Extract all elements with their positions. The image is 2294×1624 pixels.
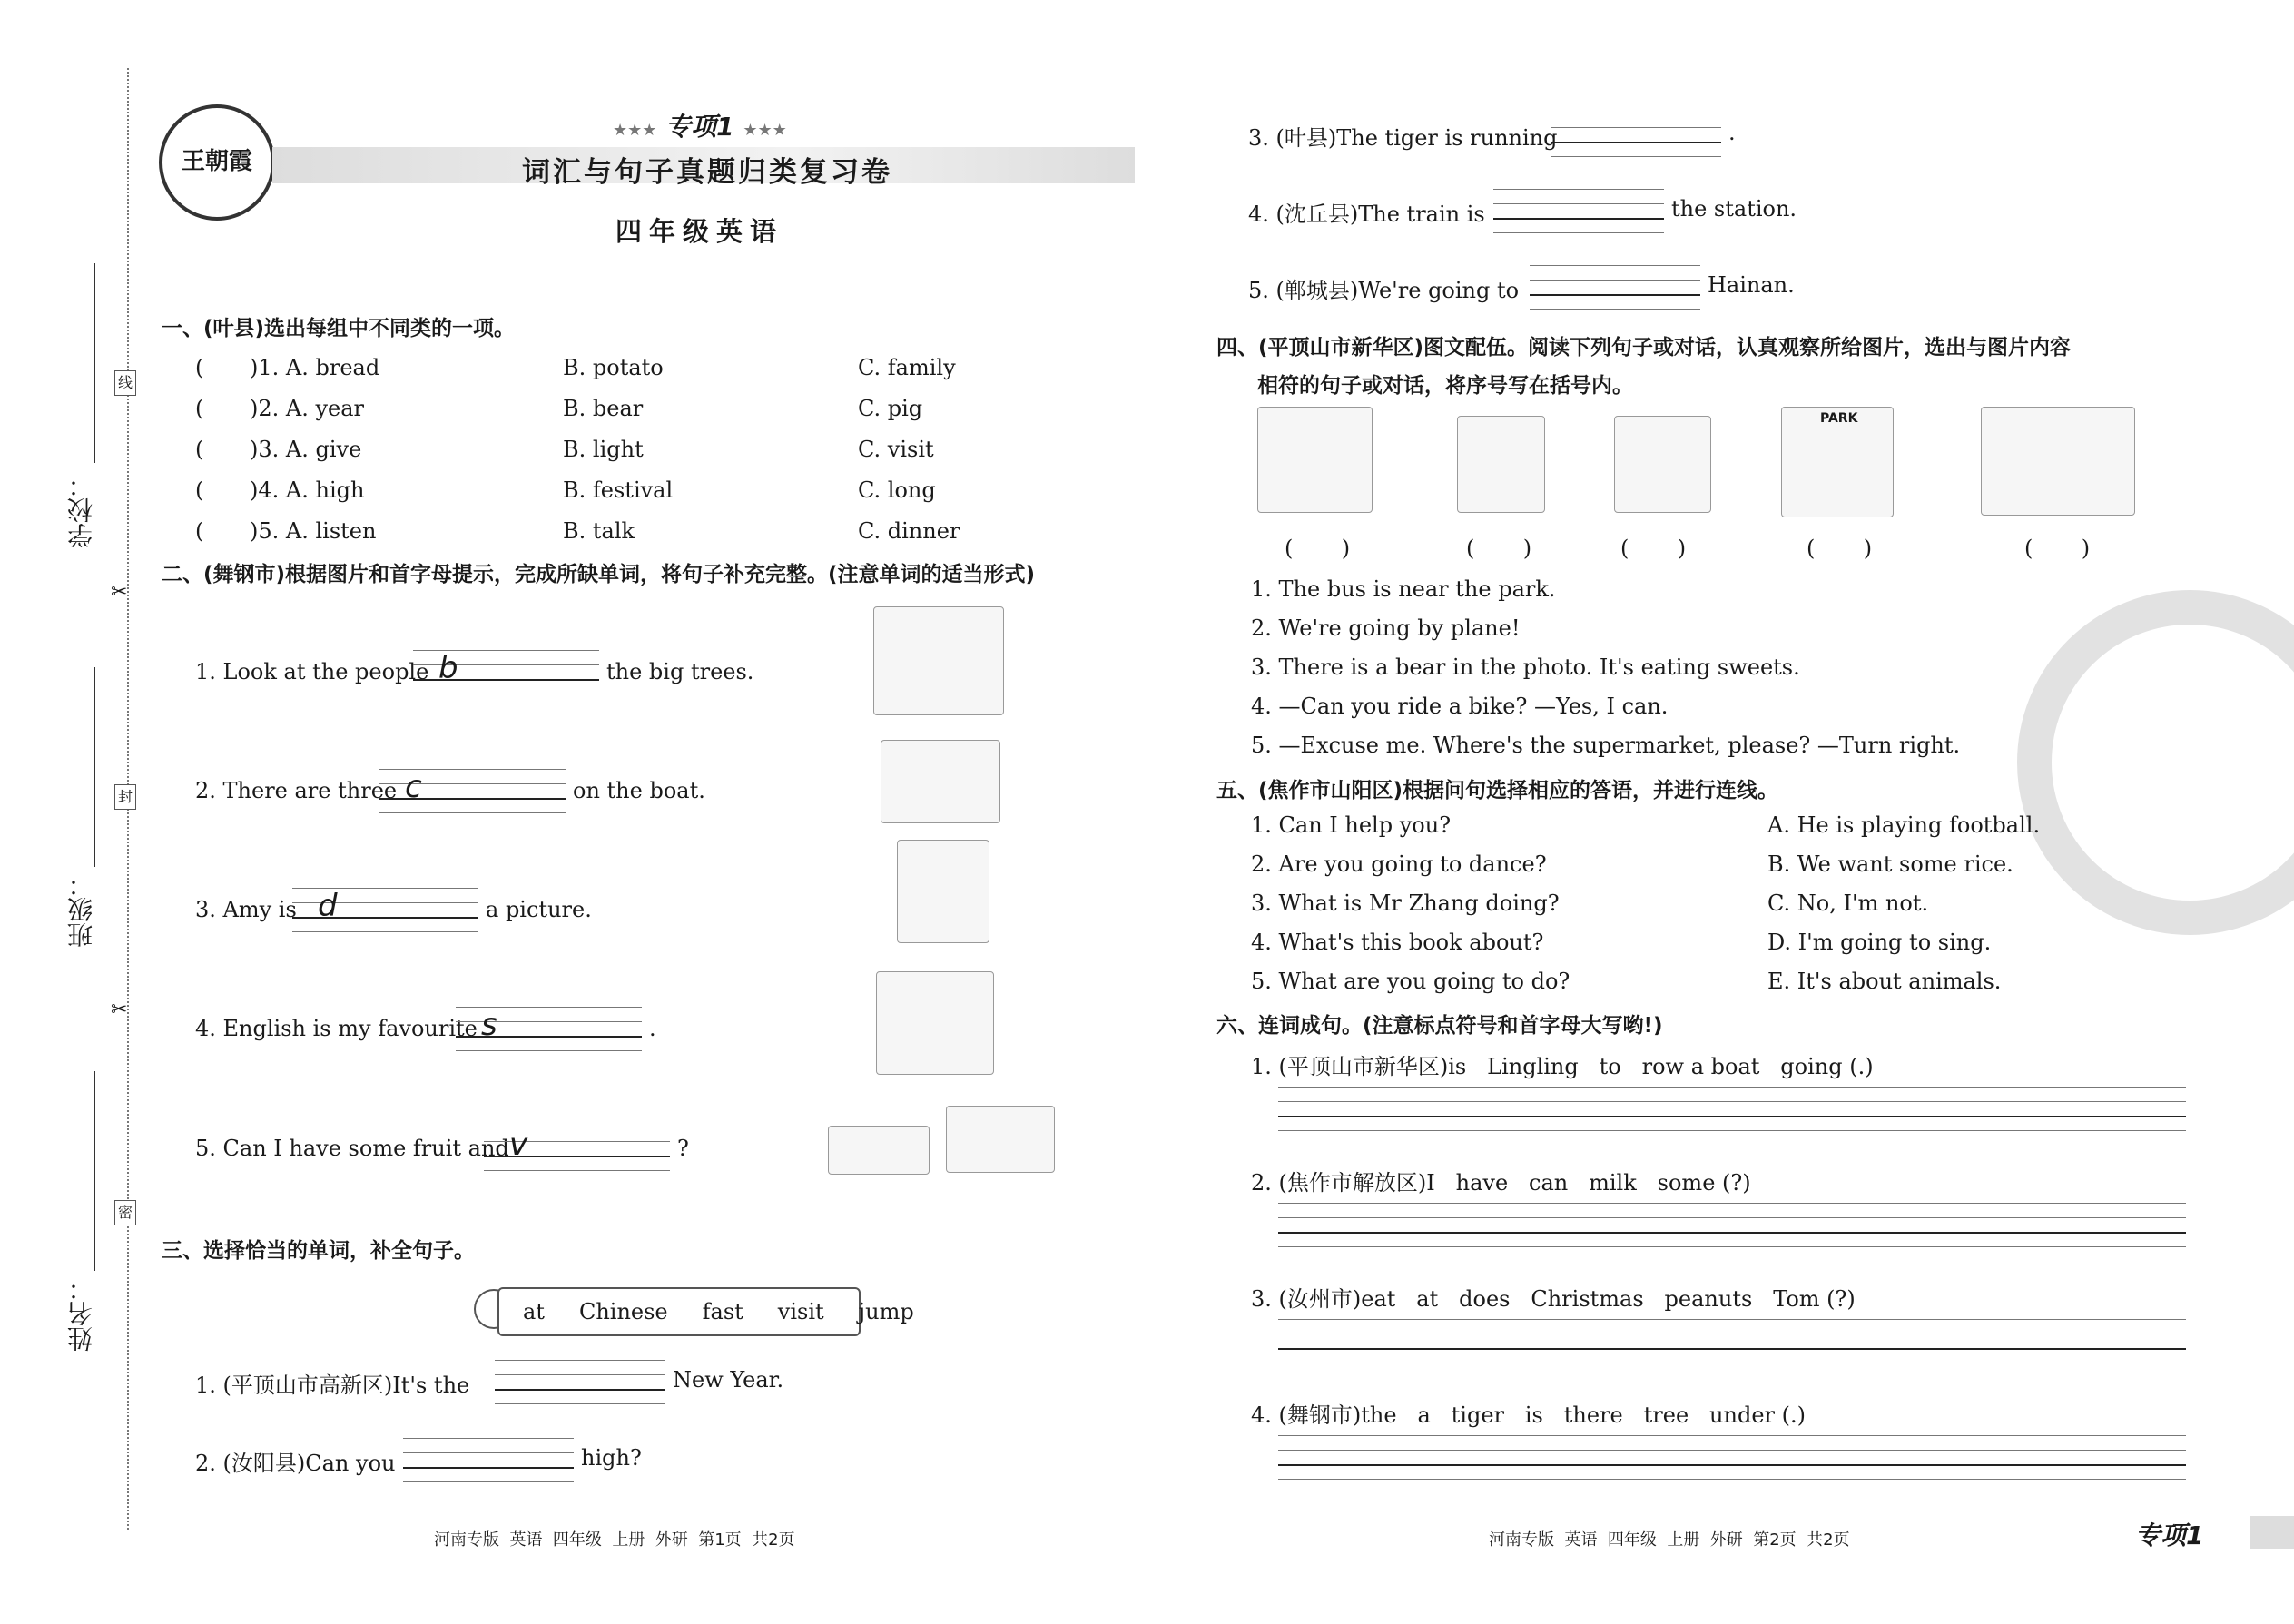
picture-bear-photo [1614, 416, 1711, 513]
writing-guide-line [1551, 127, 1721, 128]
answer-paren-open[interactable]: ( [195, 477, 204, 503]
section2-sentence-start: 4. English is my favourite [195, 1016, 478, 1041]
answer-writing-line[interactable] [1278, 1450, 2186, 1451]
option-c: C. family [858, 355, 956, 380]
answer-writing-line[interactable] [1278, 1232, 2186, 1234]
section6-words: 2. (焦作市解放区)I have can milk some (?) [1251, 1170, 1751, 1196]
stars-left: ★★★ [613, 121, 657, 140]
writing-guide-line [1530, 280, 1700, 281]
writing-guide-line [495, 1403, 665, 1404]
section1-row [195, 396, 922, 421]
answer-writing-line[interactable] [1278, 1203, 2186, 1204]
section3-sentence-start: 3. (叶县)The tiger is running [1248, 125, 1558, 151]
word-bank-item[interactable]: fast [702, 1299, 743, 1324]
option-a: )1. A. bread [250, 355, 380, 380]
picture-fruit [828, 1126, 930, 1175]
writing-guide-line [495, 1389, 665, 1391]
section3-sentence-start: 1. (平顶山市高新区)It's the [195, 1373, 470, 1398]
section5-question[interactable]: 2. Are you going to dance? [1251, 851, 1547, 877]
section3-sentence-start: 5. (郸城县)We're going to [1248, 278, 1520, 303]
class-line [94, 667, 95, 867]
option-b: B. potato [563, 355, 664, 380]
writing-guide-line [403, 1467, 574, 1469]
section1-heading: 一、(叶县)选出每组中不同类的一项。 [162, 317, 516, 340]
seal-watermark [2017, 590, 2294, 935]
section5-question[interactable]: 5. What are you going to do? [1251, 969, 1570, 994]
section3-sentence-end: New Year. [673, 1367, 784, 1393]
footer-tag: 专项1 [2135, 1521, 2204, 1550]
answer-writing-line[interactable] [1278, 1348, 2186, 1350]
answer-writing-line[interactable] [1278, 1130, 2186, 1131]
answer-paren-open[interactable]: ( [195, 355, 204, 380]
picture-boat [881, 740, 1000, 823]
park-sign-text: PARK [1820, 411, 1858, 426]
writing-guide-line [1530, 265, 1700, 266]
section1-row [195, 477, 936, 503]
answer-writing-line[interactable] [1278, 1087, 2186, 1088]
section5-heading: 五、(焦作市山阳区)根据问句选择相应的答语，并进行连线。 [1216, 779, 1779, 802]
option-b: B. light [563, 437, 644, 462]
section2-sentence-end: on the boat. [573, 778, 705, 803]
option-c: C. long [858, 477, 936, 503]
first-letter-hint[interactable]: s [481, 1007, 497, 1043]
first-letter-hint[interactable]: v [509, 1127, 528, 1163]
option-a: )2. A. year [250, 396, 365, 421]
writing-guide-line [403, 1438, 574, 1439]
section3-sentence-end: Hainan. [1708, 272, 1795, 298]
writing-guide-line [495, 1360, 665, 1361]
page-title: 词汇与句子真题归类复习卷 [522, 156, 892, 189]
picture-answer-paren[interactable]: ( ) [1807, 536, 1873, 561]
section1-row [195, 518, 960, 544]
class-label: 班级： [66, 871, 96, 948]
answer-writing-line[interactable] [1278, 1246, 2186, 1247]
section2-sentence-start: 5. Can I have some fruit and [195, 1136, 509, 1161]
section2-sentence-end: the big trees. [606, 659, 754, 684]
section5-question[interactable]: 4. What's this book about? [1251, 930, 1544, 955]
writing-guide-line [495, 1374, 665, 1375]
section6-words: 1. (平顶山市新华区)is Lingling to row a boat going (.) [1251, 1054, 1874, 1079]
word-bank-item[interactable]: visit [777, 1299, 824, 1324]
section4-sentence: 3. There is a bear in the photo. It's eating sweets. [1251, 655, 1800, 680]
scissors-icon: ✂ [111, 581, 128, 604]
school-line [94, 263, 95, 463]
writing-guide-line [1551, 156, 1721, 157]
section3-sentence-start: 4. (沈丘县)The train is [1248, 202, 1485, 227]
section6-heading: 六、连词成句。(注意标点符号和首字母大写哟!) [1216, 1014, 1663, 1038]
section4-heading-line1: 四、(平顶山市新华区)图文配伍。阅读下列句子或对话，认真观察所给图片，选出与图片内容 [1216, 336, 2072, 359]
answer-paren-open[interactable]: ( [195, 437, 204, 462]
scissors-icon: ✂ [111, 999, 128, 1021]
first-letter-hint[interactable]: b [438, 650, 458, 686]
writing-guide-line [1530, 309, 1700, 310]
writing-guide-line [1530, 294, 1700, 296]
word-bank-row [523, 1299, 949, 1324]
stars-right: ★★★ [743, 121, 787, 140]
section4-sentence: 1. The bus is near the park. [1251, 576, 1556, 602]
option-a: )3. A. give [250, 437, 362, 462]
section3-sentence-start: 2. (汝阳县)Can you [195, 1451, 396, 1476]
section4-sentence: 5. —Excuse me. Where's the supermarket, please? —Turn right. [1251, 733, 1961, 758]
writing-guide-line [379, 812, 566, 813]
section6-words: 4. (舞钢市)the a tiger is there tree under (.) [1251, 1403, 1806, 1428]
writing-guide-line [1493, 203, 1664, 204]
first-letter-hint[interactable]: d [318, 888, 338, 924]
picture-boy-bike [1257, 407, 1373, 513]
section4-sentence: 2. We're going by plane! [1251, 615, 1521, 641]
publisher-logo [159, 104, 275, 221]
picture-vegetables [946, 1106, 1055, 1173]
option-c: C. visit [858, 437, 934, 462]
picture-turn-right-sign [1457, 416, 1545, 513]
page-subtitle: 四年级英语 [615, 216, 784, 247]
section2-sentence-end: ? [677, 1136, 689, 1161]
special-label [613, 107, 787, 143]
footer-tag-bar [2250, 1516, 2294, 1549]
section3-sentence-end: . [1728, 120, 1736, 145]
answer-writing-line[interactable] [1278, 1435, 2186, 1436]
logo-text: 王朝霞 [181, 148, 252, 175]
school-label: 学校： [66, 472, 96, 548]
writing-guide-line [456, 1050, 642, 1051]
writing-guide-line [1551, 142, 1721, 143]
word-bank-item[interactable]: at [523, 1299, 545, 1324]
answer-paren-open[interactable]: ( [195, 396, 204, 421]
seal-feng: 封 [114, 784, 136, 810]
picture-park-bus [1781, 407, 1894, 517]
section3-sentence-end: the station. [1671, 196, 1797, 221]
section5-question[interactable]: 1. Can I help you? [1251, 812, 1452, 838]
picture-plane-thought [1981, 407, 2135, 516]
writing-guide-line [1493, 189, 1664, 190]
section5-answer[interactable]: D. I'm going to sing. [1767, 930, 1992, 955]
answer-writing-line[interactable] [1278, 1116, 2186, 1117]
option-b: B. festival [563, 477, 674, 503]
name-line [94, 1071, 95, 1271]
seal-mi: 密 [114, 1200, 136, 1225]
answer-writing-line[interactable] [1278, 1479, 2186, 1480]
word-bank-item[interactable]: Chinese [578, 1299, 668, 1324]
word-bank-item[interactable]: jump [858, 1299, 914, 1324]
writing-guide-line [1493, 232, 1664, 233]
answer-writing-line[interactable] [1278, 1319, 2186, 1320]
section1-row [195, 437, 934, 462]
section2-sentence-end: . [649, 1016, 656, 1041]
section3-heading: 三、选择恰当的单词，补全句子。 [162, 1239, 475, 1263]
section4-sentence: 4. —Can you ride a bike? —Yes, I can. [1251, 694, 1669, 719]
picture-english-class [876, 971, 994, 1075]
word-bank [497, 1287, 914, 1336]
picture-girl-drawing [897, 840, 989, 943]
picture-trees-children [873, 606, 1004, 715]
section6-words: 3. (汝州市)eat at does Christmas peanuts Tom (?) [1251, 1286, 1856, 1312]
answer-writing-line[interactable] [1278, 1464, 2186, 1466]
section5-answer[interactable]: C. No, I'm not. [1767, 891, 1929, 916]
answer-writing-line[interactable] [1278, 1101, 2186, 1102]
seal-xian: 线 [114, 370, 136, 396]
name-label: 姓名： [66, 1275, 96, 1352]
section2-sentence-end: a picture. [486, 897, 592, 922]
section4-heading-line2: 相符的句子或对话，将序号写在括号内。 [1257, 374, 1633, 398]
option-c: C. pig [858, 396, 923, 421]
section5-answer[interactable]: E. It's about animals. [1767, 969, 2002, 994]
section2-sentence-start: 1. Look at the people [195, 659, 429, 684]
special-number: 专项1 [665, 112, 734, 142]
writing-guide-line [484, 1170, 670, 1171]
writing-guide-line [1493, 218, 1664, 220]
section3-sentence-end: high? [581, 1445, 642, 1471]
picture-answer-paren[interactable]: ( ) [1466, 536, 1532, 561]
section1-row [195, 355, 956, 380]
first-letter-hint[interactable]: c [405, 769, 422, 805]
section2-sentence-start: 3. Amy is [195, 897, 297, 922]
footer-page2: 河南专版 英语 四年级 上册 外研 第2页 共2页 [1489, 1530, 1850, 1550]
section5-answer[interactable]: B. We want some rice. [1767, 851, 2013, 877]
answer-paren-open[interactable]: ( [195, 518, 204, 544]
option-a: )5. A. listen [250, 518, 377, 544]
picture-answer-paren[interactable]: ( ) [2024, 536, 2091, 561]
picture-answer-paren[interactable]: ( ) [1620, 536, 1687, 561]
writing-guide-line [403, 1452, 574, 1453]
section5-answer[interactable]: A. He is playing football. [1767, 812, 2041, 838]
section2-heading: 二、(舞钢市)根据图片和首字母提示，完成所缺单词，将句子补充完整。(注意单词的适当形式) [162, 563, 1036, 586]
section5-question[interactable]: 3. What is Mr Zhang doing? [1251, 891, 1560, 916]
footer-page1: 河南专版 英语 四年级 上册 外研 第1页 共2页 [434, 1530, 795, 1550]
writing-guide-line [403, 1481, 574, 1482]
section2-sentence-start: 2. There are three [195, 778, 398, 803]
picture-answer-paren[interactable]: ( ) [1285, 536, 1351, 561]
option-c: C. dinner [858, 518, 960, 544]
answer-writing-line[interactable] [1278, 1217, 2186, 1218]
option-b: B. bear [563, 396, 644, 421]
writing-guide-line [292, 931, 478, 932]
option-b: B. talk [563, 518, 635, 544]
option-a: )4. A. high [250, 477, 365, 503]
